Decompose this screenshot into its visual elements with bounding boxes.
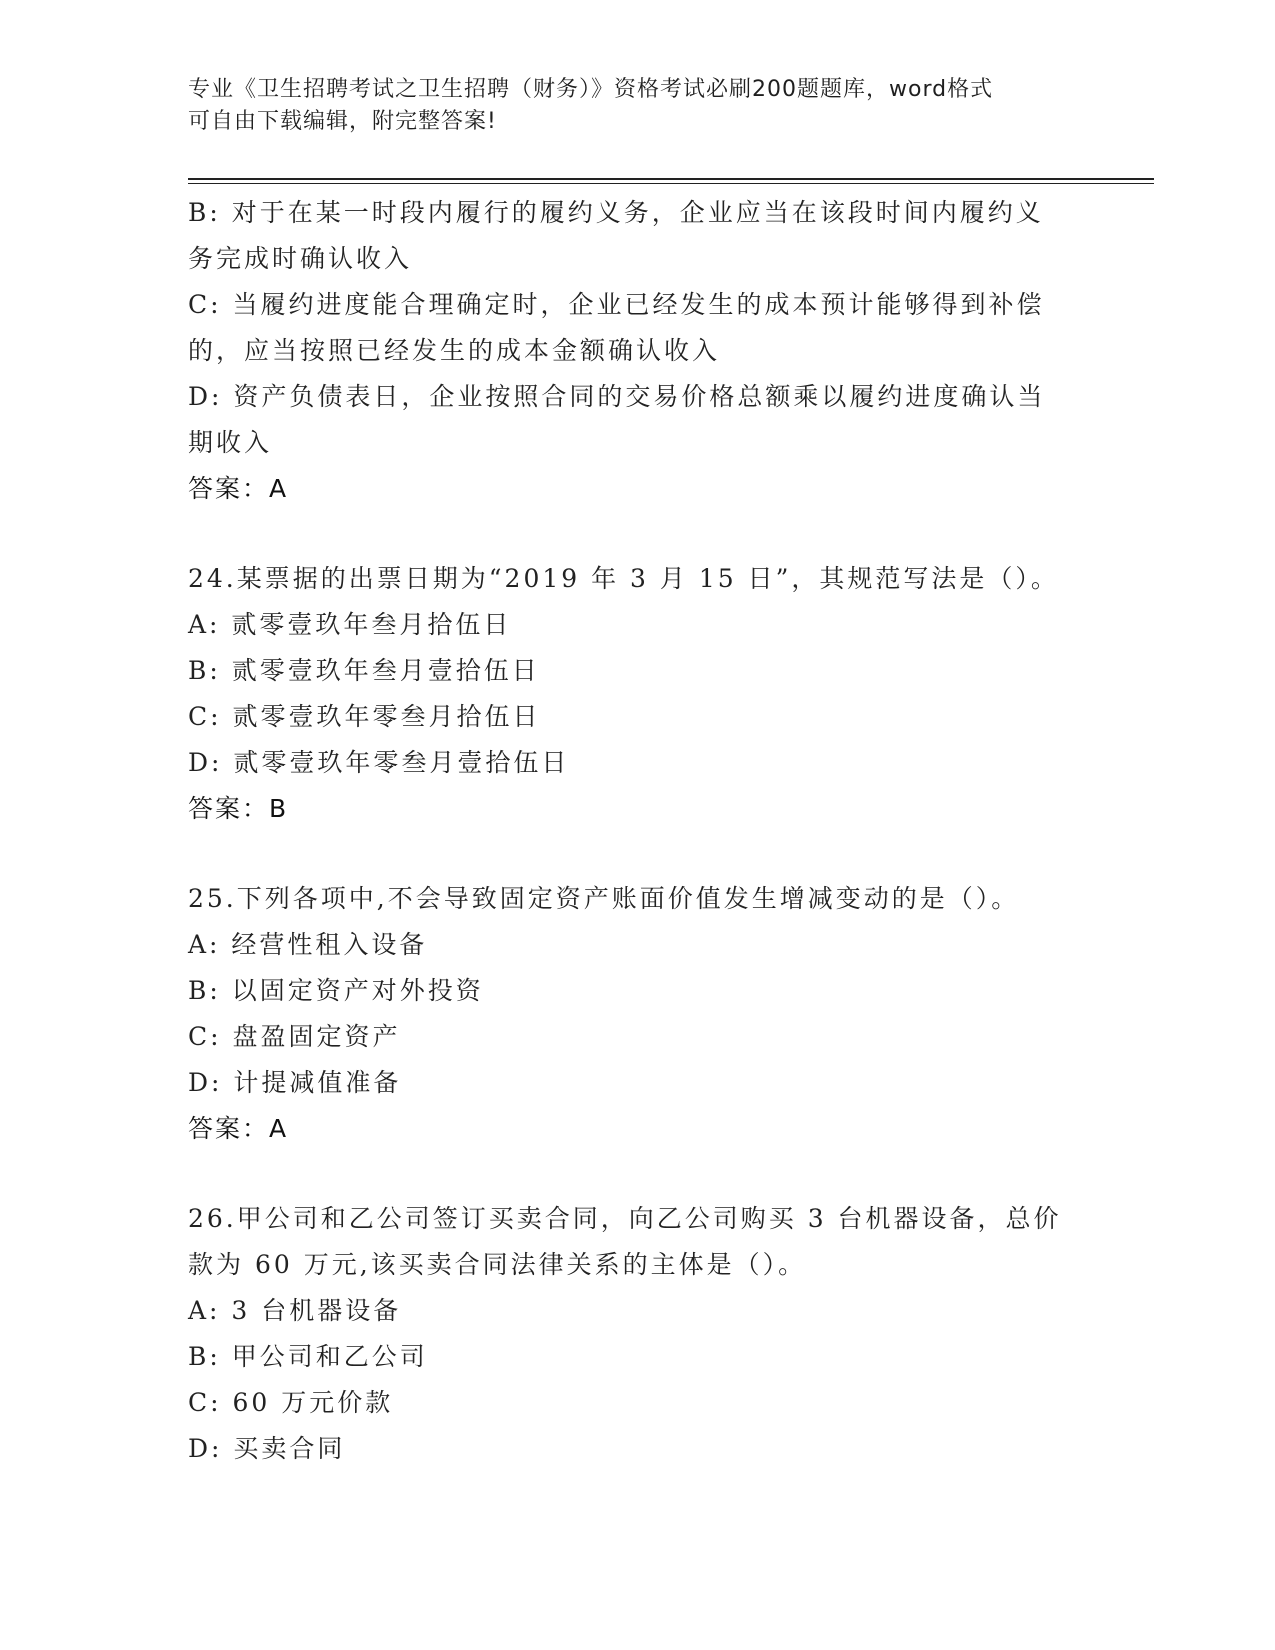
q23-option-d-line-2: 期收入 (188, 428, 273, 457)
q23-option-d-line-1: D: 资产负债表日，企业按照合同的交易价格总额乘以履约进度确认当 (188, 382, 1046, 411)
header-line-2: 可自由下载编辑，附完整答案! (188, 109, 497, 134)
q24-option-d: D: 贰零壹玖年零叁月壹拾伍日 (188, 748, 570, 777)
question-25 (188, 876, 1088, 1152)
header-divider-thin (188, 183, 1154, 184)
q25-option-b: B: 以固定资产对外投资 (188, 976, 484, 1005)
q24-option-a: A: 贰零壹玖年叁月拾伍日 (188, 610, 512, 639)
header-line-1: 专业《卫生招聘考试之卫生招聘（财务）》资格考试必刷200题题库，word格式 (188, 77, 994, 102)
document-body (188, 190, 1088, 1472)
document-header (188, 74, 1088, 138)
q25-question: 25.下列各项中,不会导致固定资产账面价值发生增减变动的是（）。 (188, 884, 1020, 913)
q26-option-b: B: 甲公司和乙公司 (188, 1342, 428, 1371)
q23-answer: 答案：A (188, 474, 289, 503)
q24-answer: 答案：B (188, 794, 289, 823)
q26-question-line-2: 款为 60 万元,该买卖合同法律关系的主体是（）。 (188, 1250, 807, 1279)
spacer (188, 1152, 1088, 1196)
q26-option-d: D: 买卖合同 (188, 1434, 346, 1463)
spacer (188, 512, 1088, 556)
q23-option-c-line-1: C: 当履约进度能合理确定时，企业已经发生的成本预计能够得到补偿 (188, 290, 1045, 319)
q26-option-a: A: 3 台机器设备 (188, 1296, 402, 1325)
spacer (188, 832, 1088, 876)
question-26 (188, 1196, 1088, 1472)
q25-option-c: C: 盘盈固定资产 (188, 1022, 401, 1051)
q24-option-b: B: 贰零壹玖年叁月壹拾伍日 (188, 656, 540, 685)
q25-option-d: D: 计提减值准备 (188, 1068, 402, 1097)
q24-question: 24.某票据的出票日期为“2019 年 3 月 15 日”，其规范写法是（）。 (188, 564, 1059, 593)
header-divider-thick (188, 178, 1154, 180)
q24-option-c: C: 贰零壹玖年零叁月拾伍日 (188, 702, 541, 731)
q23-option-b-line-2: 务完成时确认收入 (188, 244, 413, 273)
question-24 (188, 556, 1088, 832)
q23-option-b-line-1: B: 对于在某一时段内履行的履约义务，企业应当在该段时间内履约义 (188, 198, 1044, 227)
q26-option-c: C: 60 万元价款 (188, 1388, 394, 1417)
question-23 (188, 190, 1088, 512)
q25-answer: 答案：A (188, 1114, 289, 1143)
q25-option-a: A: 经营性租入设备 (188, 930, 428, 959)
q26-question-line-1: 26.甲公司和乙公司签订买卖合同，向乙公司购买 3 台机器设备，总价 (188, 1204, 1062, 1233)
q23-option-c-line-2: 的，应当按照已经发生的成本金额确认收入 (188, 336, 721, 365)
